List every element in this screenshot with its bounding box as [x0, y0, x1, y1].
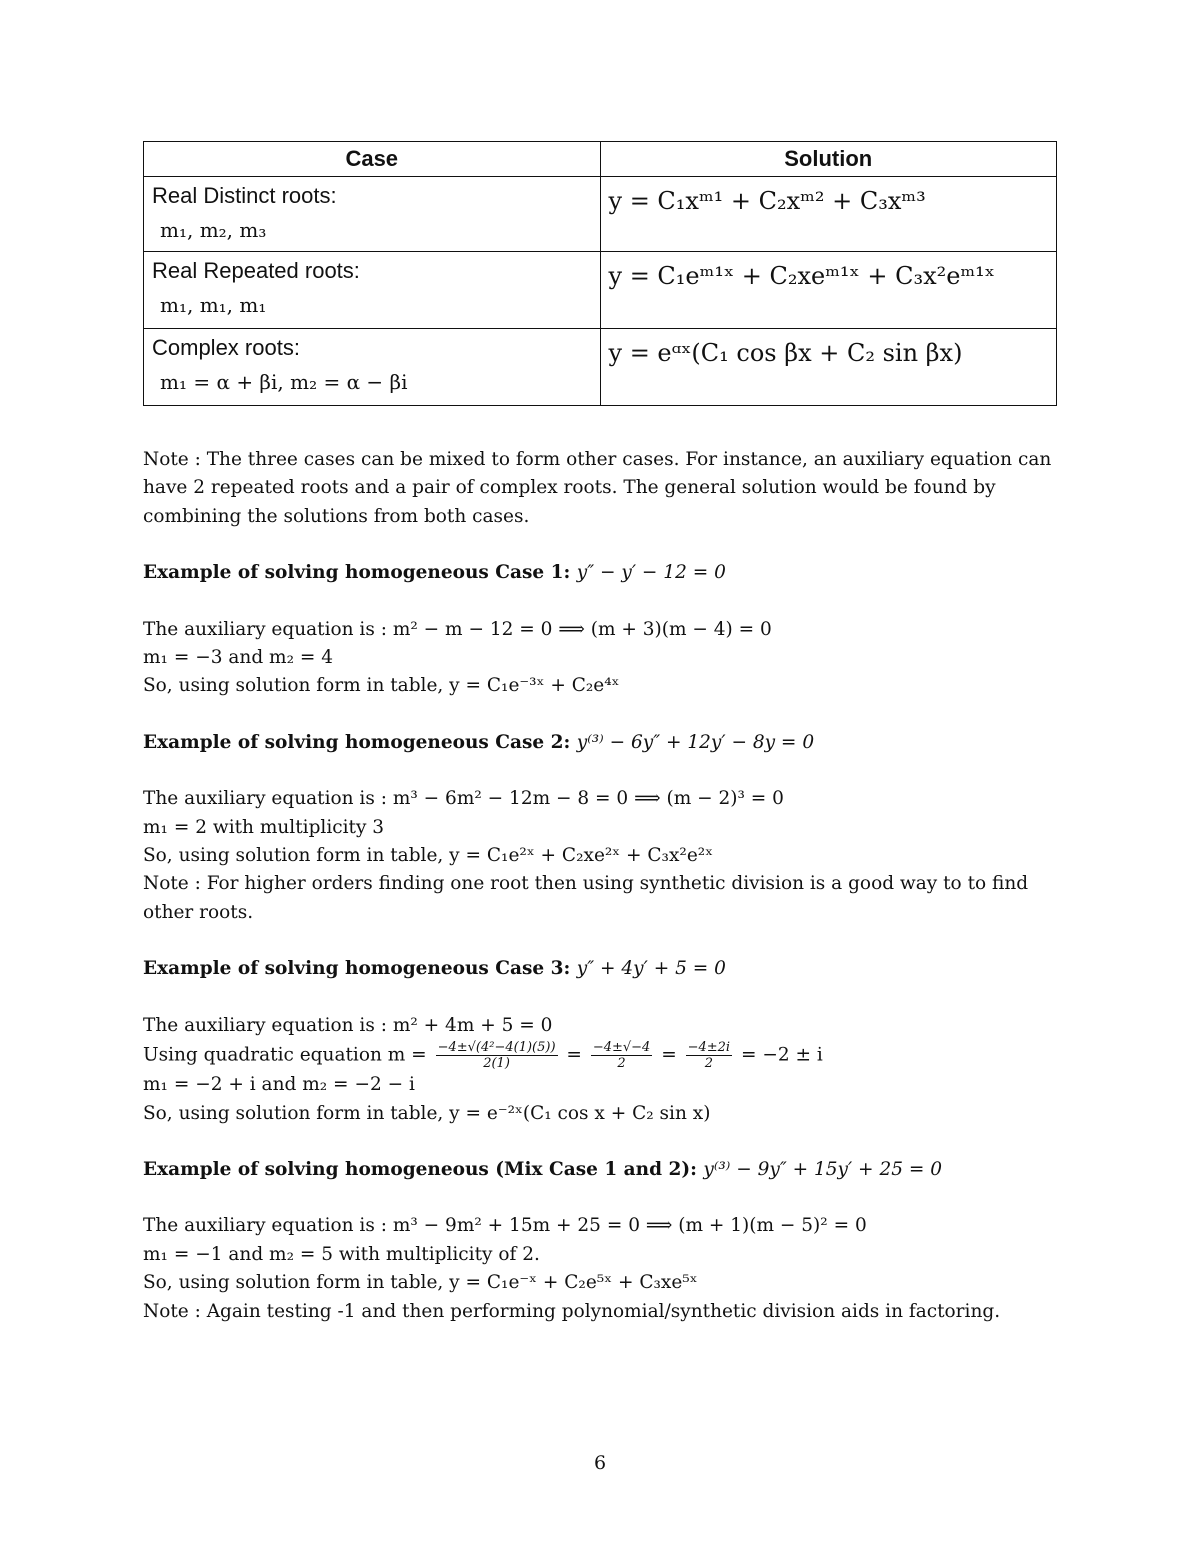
example-equation: y⁽³⁾ − 9y″ + 15y′ + 25 = 0 [703, 1158, 943, 1180]
example-line: The auxiliary equation is : m³ − 9m² + 15m + 25 = 0 ⟹ (m + 1)(m − 5)² = 0 [143, 1215, 867, 1237]
quadratic-prefix: Using quadratic equation m = [143, 1044, 427, 1066]
example-heading [143, 559, 1058, 587]
example-equation: y″ − y′ − 12 = 0 [576, 562, 726, 584]
fraction [436, 1040, 558, 1071]
example-heading [143, 1156, 1058, 1184]
solution-cell: y = C₁eᵐ¹ˣ + C₂xeᵐ¹ˣ + C₃x²eᵐ¹ˣ [600, 252, 1057, 329]
example-note: Note : Again testing -1 and then performing polynomial/synthetic division aids in factoring. [143, 1300, 1001, 1322]
fraction [591, 1040, 653, 1071]
fraction-numerator: −4±2i [687, 1040, 731, 1056]
example-title: Example of solving homogeneous Case 3: [143, 958, 571, 980]
example-line: m₁ = 2 with multiplicity 3 [143, 816, 385, 838]
example-heading [143, 729, 1058, 757]
document-page [143, 141, 1058, 1326]
example-title: Example of solving homogeneous (Mix Case 1 and 2): [143, 1158, 697, 1180]
example-note: Note : For higher orders finding one root then using synthetic division is a good way to to find other roots. [143, 873, 1029, 923]
header-solution: Solution [600, 142, 1057, 177]
quadratic-formula-line: Using quadratic equation m = $\frac{\text{−4±√(4²−4(1)(5))}}{2(1)}$ = $\frac{-4\pm√-4}{2}$ = $\frac{-4\pm 2i}{2}$ = −2 ± i [143, 1040, 823, 1072]
example-line: m₁ = −1 and m₂ = 5 with multiplicity of 2. [143, 1243, 540, 1265]
fraction-denominator: 2 [704, 1056, 713, 1072]
fraction-numerator: −4±√(4²−4(1)(5)) [437, 1040, 556, 1056]
solution-cell: y = C₁xᵐ¹ + C₂xᵐ² + C₃xᵐ³ [600, 177, 1057, 252]
table-header-row [144, 142, 1057, 177]
page-number: 6 [593, 1452, 607, 1474]
note-paragraph: Note : The three cases can be mixed to form other cases. For instance, an auxiliary equation can have 2 repeated roots and a pair of complex roots. The general solution would be found by combining the solutions from both cases. [143, 449, 1052, 527]
case-label: Real Distinct roots: [152, 183, 337, 208]
example-title: Example of solving homogeneous Case 1: [143, 562, 571, 584]
case-cell [144, 329, 601, 406]
example-line: So, using solution form in table, y = C₁e²ˣ + C₂xe²ˣ + C₃x²e²ˣ [143, 845, 714, 867]
case-label: Complex roots: [152, 335, 300, 360]
table-row [144, 329, 1057, 406]
case-roots: m₁, m₁, m₁ [160, 293, 267, 317]
case-roots: m₁ = α + βi, m₂ = α − βi [160, 370, 408, 394]
example-title: Example of solving homogeneous Case 2: [143, 731, 571, 753]
quadratic-result: = −2 ± i [740, 1044, 823, 1066]
fraction-denominator: 2(1) [483, 1056, 510, 1072]
example-line: So, using solution form in table, y = e⁻²ˣ(C₁ cos x + C₂ sin x) [143, 1102, 711, 1124]
example-line: The auxiliary equation is : m² − m − 12 = 0 ⟹ (m + 3)(m − 4) = 0 [143, 618, 772, 640]
table-row [144, 177, 1057, 252]
header-case: Case [144, 142, 601, 177]
table-row [144, 252, 1057, 329]
fraction [686, 1040, 733, 1071]
example-heading [143, 955, 1058, 983]
case-cell [144, 252, 601, 329]
example-equation: y⁽³⁾ − 6y″ + 12y′ − 8y = 0 [576, 731, 815, 753]
example-line: The auxiliary equation is : m² + 4m + 5 = 0 [143, 1014, 553, 1036]
example-line: m₁ = −2 + i and m₂ = −2 − i [143, 1074, 415, 1096]
example-equation: y″ + 4y′ + 5 = 0 [576, 958, 726, 980]
roots-solution-table [143, 141, 1057, 406]
case-label: Real Repeated roots: [152, 258, 360, 283]
fraction-numerator: −4±√−4 [592, 1040, 651, 1056]
case-cell [144, 177, 601, 252]
fraction-denominator: 2 [617, 1056, 626, 1072]
example-line: The auxiliary equation is : m³ − 6m² − 12m − 8 = 0 ⟹ (m − 2)³ = 0 [143, 788, 784, 810]
example-line: m₁ = −3 and m₂ = 4 [143, 647, 334, 669]
solution-cell: y = eᵅˣ(C₁ cos βx + C₂ sin βx) [600, 329, 1057, 406]
example-line: So, using solution form in table, y = C₁e⁻ˣ + C₂e⁵ˣ + C₃xe⁵ˣ [143, 1272, 698, 1294]
case-roots: m₁, m₂, m₃ [160, 218, 267, 242]
example-line: So, using solution form in table, y = C₁e⁻³ˣ + C₂e⁴ˣ [143, 675, 620, 697]
